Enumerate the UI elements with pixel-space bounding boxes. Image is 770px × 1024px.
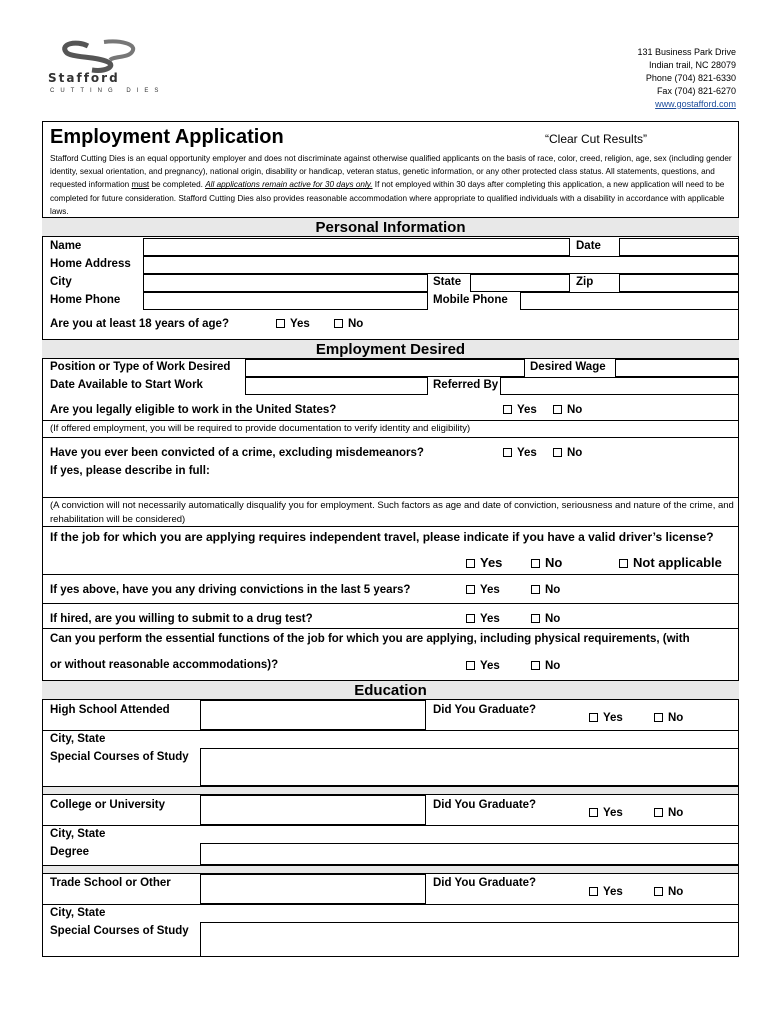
position-label: Position or Type of Work Desired xyxy=(50,361,231,373)
logo-subtitle: CUTTING DIES xyxy=(50,88,165,94)
divider xyxy=(42,865,739,874)
logo-wordmark: Stafford xyxy=(48,71,120,85)
trade-city-state-label: City, State xyxy=(50,907,106,919)
hs-graduate-no-option[interactable]: No xyxy=(654,712,683,724)
trade-school-label: Trade School or Other xyxy=(50,877,171,889)
college-label: College or University xyxy=(50,799,166,811)
desired-wage-label: Desired Wage xyxy=(530,361,606,373)
eligible-question: Are you legally eligible to work in the United States? xyxy=(50,404,337,416)
fax-number: Fax (704) 821-6270 xyxy=(656,86,736,96)
zip-label: Zip xyxy=(576,276,594,288)
high-school-label: High School Attended xyxy=(50,704,170,716)
functions-yes-option[interactable]: Yes xyxy=(466,660,500,672)
checkbox-icon[interactable] xyxy=(466,585,475,594)
checkbox-icon[interactable] xyxy=(466,614,475,623)
hs-graduate-label: Did You Graduate? xyxy=(433,704,537,716)
checkbox-icon[interactable] xyxy=(589,713,598,722)
referred-by-label: Referred By xyxy=(433,379,499,391)
date-label: Date xyxy=(576,240,601,252)
trade-graduate-no-option[interactable]: No xyxy=(654,886,683,898)
trade-school-input[interactable] xyxy=(200,874,426,904)
college-graduate-label: Did You Graduate? xyxy=(433,799,537,811)
referred-by-input[interactable] xyxy=(500,377,739,395)
section-education: Education xyxy=(42,680,739,700)
intro-paragraph: Stafford Cutting Dies is an equal opportunity employer and does not discriminate against otherwise qualified applicants on the basis of race, color, creed, religion, age, sex (including gender identity, sexual orientation, and pregnancy), national origin, disability or handicap, veteran status, genetic information, or any other protected class status. All statements, questions, and requested information must be completed. All applications remain active for 30 days only. If not employed within 30 days after completing this application, a new application will need to be completed for future consideration. Stafford Cutting Dies also provides reasonable accommodation where appropriate to qualified individuals with a disability in accordance with applicable laws. xyxy=(50,154,732,216)
age-no-option[interactable]: No xyxy=(334,318,363,330)
trade-special-courses-input[interactable] xyxy=(200,922,739,957)
checkbox-icon[interactable] xyxy=(553,405,562,414)
college-city-state-label: City, State xyxy=(50,828,106,840)
crime-describe-label: If yes, please describe in full: xyxy=(50,465,210,477)
checkbox-icon[interactable] xyxy=(276,319,285,328)
hs-graduate-yes-option[interactable]: Yes xyxy=(589,712,623,724)
section-personal-information: Personal Information xyxy=(42,217,739,237)
trade-special-courses-label: Special Courses of Study xyxy=(50,925,189,937)
mobile-phone-label: Mobile Phone xyxy=(433,294,508,306)
crime-describe-input[interactable] xyxy=(42,462,739,497)
section-employment-desired: Employment Desired xyxy=(42,339,739,359)
city-label: City xyxy=(50,276,72,288)
home-address-label: Home Address xyxy=(50,258,131,270)
divider xyxy=(42,730,739,731)
website-link[interactable]: www.gostafford.com xyxy=(655,99,736,109)
drug-test-yes-option[interactable]: Yes xyxy=(466,613,500,625)
state-label: State xyxy=(433,276,462,288)
college-degree-input[interactable] xyxy=(200,843,739,865)
divider xyxy=(42,825,739,826)
license-not-applicable-option[interactable]: Not applicable xyxy=(619,555,722,570)
phone-number: Phone (704) 821-6330 xyxy=(645,73,736,83)
age-question: Are you at least 18 years of age? xyxy=(50,318,229,330)
home-phone-input[interactable] xyxy=(143,292,428,310)
drug-test-no-option[interactable]: No xyxy=(531,613,560,625)
hs-special-courses-label: Special Courses of Study xyxy=(50,751,189,763)
college-degree-label: Degree xyxy=(50,846,89,858)
checkbox-icon[interactable] xyxy=(466,559,475,568)
eligible-note: (If offered employment, you will be required to provide documentation to verify identity and eligibility) xyxy=(50,423,471,434)
college-graduate-no-option[interactable]: No xyxy=(654,807,683,819)
functions-no-option[interactable]: No xyxy=(531,660,560,672)
age-yes-option[interactable]: Yes xyxy=(276,318,310,330)
checkbox-icon[interactable] xyxy=(654,887,663,896)
conviction-note: (A conviction will not necessarily automatically disqualify you for employment. Such factors as age and date of conviction, seriousness and nature of the crime, and rehabilitation will be considered) xyxy=(50,500,734,525)
company-contact xyxy=(637,46,736,111)
tagline: “Clear Cut Results” xyxy=(545,132,648,146)
travel-question: If the job for which you are applying requires independent travel, please indicate if you have a valid driver’s license? xyxy=(50,530,714,544)
crime-question: Have you ever been convicted of a crime, excluding misdemeanors? xyxy=(50,447,424,459)
divider xyxy=(42,628,739,629)
driving-question: If yes above, have you any driving convictions in the last 5 years? xyxy=(50,584,411,596)
checkbox-icon[interactable] xyxy=(619,559,628,568)
trade-graduate-yes-option[interactable]: Yes xyxy=(589,886,623,898)
checkbox-icon[interactable] xyxy=(553,448,562,457)
hs-city-state-label: City, State xyxy=(50,733,106,745)
divider xyxy=(42,603,739,604)
city-input[interactable] xyxy=(143,274,428,292)
checkbox-icon[interactable] xyxy=(589,808,598,817)
home-phone-label: Home Phone xyxy=(50,294,121,306)
checkbox-icon[interactable] xyxy=(654,808,663,817)
college-graduate-yes-option[interactable]: Yes xyxy=(589,807,623,819)
checkbox-icon[interactable] xyxy=(531,661,540,670)
divider xyxy=(42,574,739,575)
zip-input[interactable] xyxy=(619,274,739,292)
driving-yes-option[interactable]: Yes xyxy=(466,584,500,596)
checkbox-icon[interactable] xyxy=(589,887,598,896)
checkbox-icon[interactable] xyxy=(466,661,475,670)
hs-special-courses-input[interactable] xyxy=(200,748,739,786)
checkbox-icon[interactable] xyxy=(503,405,512,414)
license-no-option[interactable]: No xyxy=(531,555,562,570)
name-label: Name xyxy=(50,240,82,252)
address-line-2: Indian trail, NC 28079 xyxy=(648,60,736,70)
license-yes-option[interactable]: Yes xyxy=(466,555,502,570)
checkbox-icon[interactable] xyxy=(531,585,540,594)
date-input[interactable] xyxy=(619,238,739,256)
checkbox-icon[interactable] xyxy=(503,448,512,457)
home-address-input[interactable] xyxy=(143,256,739,274)
address-line-1: 131 Business Park Drive xyxy=(637,47,736,57)
functions-question-line-1: Can you perform the essential functions of the job for which you are applying, including physical requirements, (with xyxy=(50,633,690,645)
drug-test-question: If hired, are you willing to submit to a drug test? xyxy=(50,613,313,625)
trade-graduate-label: Did You Graduate? xyxy=(433,877,537,889)
checkbox-icon[interactable] xyxy=(334,319,343,328)
position-input[interactable] xyxy=(245,359,525,377)
college-input[interactable] xyxy=(200,795,426,825)
crime-yes-option[interactable]: Yes xyxy=(503,447,537,459)
form-title: Employment Application xyxy=(50,126,284,148)
eligible-yes-option[interactable]: Yes xyxy=(503,404,537,416)
checkbox-icon[interactable] xyxy=(654,713,663,722)
functions-question-line-2: or without reasonable accommodations)? xyxy=(50,659,279,671)
state-input[interactable] xyxy=(470,274,570,292)
name-input[interactable] xyxy=(143,238,570,256)
divider xyxy=(42,786,739,795)
eligible-no-option[interactable]: No xyxy=(553,404,582,416)
mobile-phone-input[interactable] xyxy=(520,292,739,310)
checkbox-icon[interactable] xyxy=(531,559,540,568)
divider xyxy=(42,904,739,905)
date-available-input[interactable] xyxy=(245,377,428,395)
checkbox-icon[interactable] xyxy=(531,614,540,623)
high-school-input[interactable] xyxy=(200,700,426,730)
driving-no-option[interactable]: No xyxy=(531,584,560,596)
date-available-label: Date Available to Start Work xyxy=(50,379,203,391)
desired-wage-input[interactable] xyxy=(615,359,739,377)
crime-no-option[interactable]: No xyxy=(553,447,582,459)
